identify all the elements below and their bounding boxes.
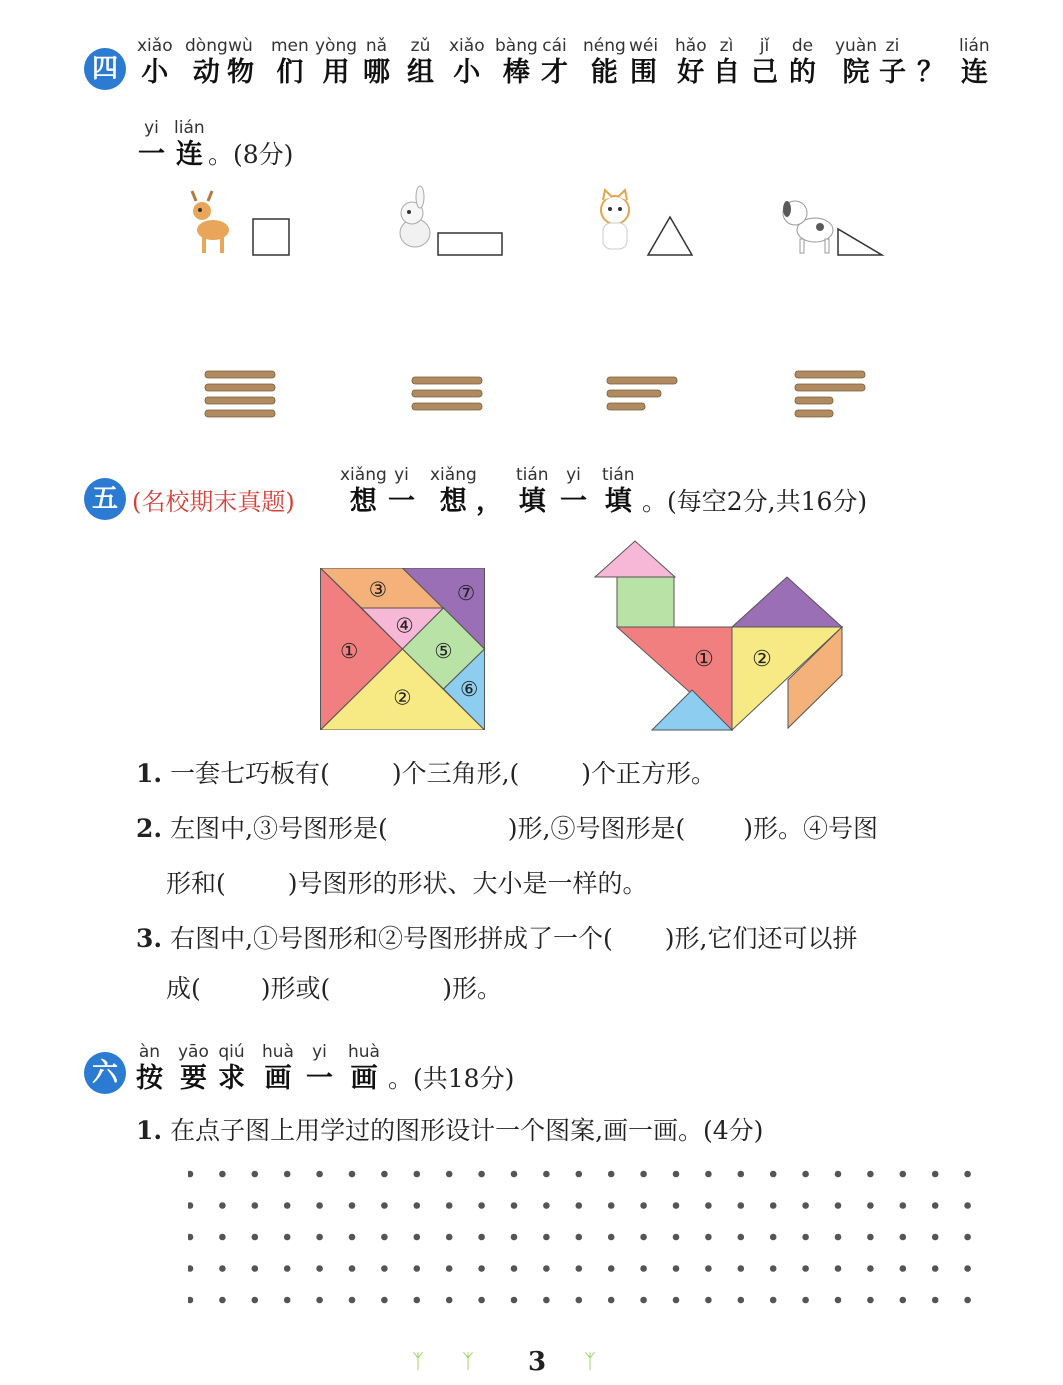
- grid-dot[interactable]: [770, 1234, 777, 1241]
- sprout-icon: ᛉ: [412, 1349, 424, 1373]
- grid-dot[interactable]: [964, 1297, 971, 1304]
- grid-dot[interactable]: [252, 1265, 259, 1272]
- grid-dot[interactable]: [673, 1265, 680, 1272]
- question-3-line1: 3. 右图中,①号图形和②号图形拼成了一个( )形,它们还可以拼: [136, 924, 858, 953]
- stick: [795, 397, 833, 404]
- grid-dot[interactable]: [446, 1234, 453, 1241]
- grid-dot[interactable]: [511, 1202, 518, 1209]
- grid-dot[interactable]: [284, 1234, 291, 1241]
- pinyin-char: wù 物: [227, 36, 254, 88]
- grid-dot[interactable]: [252, 1171, 259, 1178]
- grid-dot[interactable]: [414, 1171, 421, 1178]
- pinyin-char: huà 画: [348, 1042, 380, 1094]
- grid-dot[interactable]: [252, 1234, 259, 1241]
- pinyin-char: jǐ 己: [751, 36, 778, 88]
- pinyin-char: zì 自: [713, 36, 740, 88]
- grid-dot[interactable]: [478, 1234, 485, 1241]
- grid-dot[interactable]: [446, 1202, 453, 1209]
- grid-dot[interactable]: [802, 1202, 809, 1209]
- grid-dot[interactable]: [511, 1297, 518, 1304]
- grid-dot[interactable]: [414, 1265, 421, 1272]
- grid-dot[interactable]: [673, 1297, 680, 1304]
- pinyin-char: wéi 围: [629, 36, 659, 88]
- question-3-line2: 成( )形或( )形。: [166, 974, 503, 1003]
- grid-dot[interactable]: [608, 1202, 615, 1209]
- grid-dot[interactable]: [284, 1265, 291, 1272]
- stick: [205, 397, 275, 404]
- grid-dot[interactable]: [640, 1234, 647, 1241]
- grid-dot[interactable]: [964, 1265, 971, 1272]
- pinyin-char: yuàn 院: [835, 36, 878, 88]
- grid-dot[interactable]: [738, 1171, 745, 1178]
- grid-dot[interactable]: [478, 1202, 485, 1209]
- grid-dot[interactable]: [835, 1265, 842, 1272]
- grid-dot[interactable]: [511, 1171, 518, 1178]
- stick: [607, 403, 645, 410]
- grid-dot[interactable]: [381, 1297, 388, 1304]
- grid-dot[interactable]: [349, 1202, 356, 1209]
- grid-dot[interactable]: [511, 1265, 518, 1272]
- grid-dot[interactable]: [446, 1171, 453, 1178]
- grid-dot[interactable]: [284, 1202, 291, 1209]
- pinyin-char: néng 能: [583, 36, 626, 88]
- grid-dot[interactable]: [381, 1234, 388, 1241]
- animal-shape-row: [180, 185, 900, 265]
- question-2-line1: 2. 左图中,③号图形是( )形,⑤号图形是( )形。④号图: [136, 814, 878, 843]
- grid-dot[interactable]: [932, 1297, 939, 1304]
- grid-dot[interactable]: [188, 1234, 193, 1241]
- grid-dot[interactable]: [316, 1297, 323, 1304]
- grid-dot[interactable]: [705, 1171, 712, 1178]
- label-1: ①: [339, 639, 359, 664]
- stick: [205, 384, 275, 391]
- grid-dot[interactable]: [802, 1234, 809, 1241]
- bird-back-purple: [732, 577, 842, 627]
- grid-dot[interactable]: [867, 1265, 874, 1272]
- grid-dot[interactable]: [835, 1297, 842, 1304]
- grid-dot[interactable]: [446, 1265, 453, 1272]
- grid-dot[interactable]: [900, 1171, 907, 1178]
- pinyin-char: yi 一: [306, 1042, 333, 1094]
- grid-dot[interactable]: [932, 1265, 939, 1272]
- grid-dot[interactable]: [608, 1265, 615, 1272]
- rabbit-icon: [400, 186, 430, 247]
- grid-dot[interactable]: [478, 1171, 485, 1178]
- grid-dot[interactable]: [900, 1234, 907, 1241]
- section-6-badge: 六: [84, 1052, 126, 1094]
- label-5: ⑤: [434, 639, 453, 664]
- section-6-question-1: 1. 在点子图上用学过的图形设计一个图案,画一画。(4分): [136, 1116, 764, 1145]
- pinyin-char: lián 连: [959, 36, 990, 88]
- grid-dot[interactable]: [640, 1171, 647, 1178]
- pinyin-char: àn 按: [136, 1042, 163, 1094]
- dot-grid[interactable]: [188, 1170, 978, 1310]
- grid-dot[interactable]: [543, 1171, 550, 1178]
- grid-dot[interactable]: [640, 1297, 647, 1304]
- grid-dot[interactable]: [349, 1171, 356, 1178]
- page-number: 3: [528, 1347, 547, 1377]
- grid-dot[interactable]: [835, 1171, 842, 1178]
- grid-dot[interactable]: [802, 1171, 809, 1178]
- grid-dot[interactable]: [608, 1171, 615, 1178]
- pinyin-char: de 的: [789, 36, 816, 88]
- grid-dot[interactable]: [414, 1297, 421, 1304]
- pinyin-char: lián 连: [174, 118, 205, 170]
- grid-dot[interactable]: [188, 1297, 193, 1304]
- pinyin-char: yi 一: [388, 465, 415, 517]
- grid-dot[interactable]: [284, 1297, 291, 1304]
- grid-dot[interactable]: [738, 1202, 745, 1209]
- section-4-badge: 四: [84, 48, 126, 90]
- cat-icon: [601, 190, 629, 249]
- grid-dot[interactable]: [673, 1234, 680, 1241]
- grid-dot[interactable]: [867, 1202, 874, 1209]
- stick: [412, 403, 482, 410]
- pinyin-char: yi 一: [138, 118, 165, 170]
- grid-dot[interactable]: [738, 1265, 745, 1272]
- grid-dot[interactable]: [770, 1202, 777, 1209]
- grid-dot[interactable]: [316, 1265, 323, 1272]
- grid-dot[interactable]: [705, 1297, 712, 1304]
- grid-dot[interactable]: [738, 1234, 745, 1241]
- grid-dot[interactable]: [543, 1234, 550, 1241]
- pinyin-char: men 们: [271, 36, 309, 88]
- section-5-badge: 五: [84, 478, 126, 520]
- question-1: 1. 一套七巧板有( )个三角形,( )个正方形。: [136, 759, 717, 788]
- grid-dot[interactable]: [414, 1202, 421, 1209]
- right-tangram-bird: [592, 540, 847, 732]
- pinyin-char: xiǎo 小: [137, 36, 173, 88]
- grid-dot[interactable]: [219, 1202, 226, 1209]
- grid-dot[interactable]: [770, 1171, 777, 1178]
- grid-dot[interactable]: [608, 1234, 615, 1241]
- grid-dot[interactable]: [349, 1297, 356, 1304]
- grid-dot[interactable]: [932, 1171, 939, 1178]
- pinyin-char: ，: [476, 486, 503, 517]
- grid-dot[interactable]: [219, 1297, 226, 1304]
- pinyin-char: tián 填: [516, 465, 549, 517]
- pinyin-char: yi 一: [560, 465, 587, 517]
- pinyin-char: yòng 用: [315, 36, 358, 88]
- grid-dot[interactable]: [478, 1297, 485, 1304]
- title-suffix: 。(共18分): [388, 1064, 515, 1093]
- question-2-line2: 形和( )号图形的形状、大小是一样的。: [166, 869, 648, 898]
- grid-dot[interactable]: [316, 1234, 323, 1241]
- grid-dot[interactable]: [381, 1265, 388, 1272]
- grid-dot[interactable]: [932, 1202, 939, 1209]
- grid-dot[interactable]: [349, 1265, 356, 1272]
- sprout-icon: ᛉ: [584, 1349, 596, 1373]
- stick: [205, 371, 275, 378]
- grid-dot[interactable]: [705, 1202, 712, 1209]
- grid-dot[interactable]: [543, 1297, 550, 1304]
- grid-dot[interactable]: [252, 1297, 259, 1304]
- grid-dot[interactable]: [316, 1202, 323, 1209]
- stick: [795, 410, 833, 417]
- stick: [412, 390, 482, 397]
- stick: [607, 377, 677, 384]
- page-footer: [0, 1345, 1063, 1385]
- grid-dot[interactable]: [932, 1234, 939, 1241]
- stick-groups: [195, 365, 885, 435]
- grid-dot[interactable]: [576, 1265, 583, 1272]
- grid-dot[interactable]: [835, 1234, 842, 1241]
- bird-neck-green: [617, 577, 674, 627]
- pinyin-char: cái 才: [541, 36, 568, 88]
- grid-dot[interactable]: [770, 1297, 777, 1304]
- grid-dot[interactable]: [770, 1265, 777, 1272]
- stick: [205, 410, 275, 417]
- grid-dot[interactable]: [835, 1202, 842, 1209]
- grid-dot[interactable]: [543, 1265, 550, 1272]
- pinyin-char: qiú 求: [218, 1042, 245, 1094]
- grid-dot[interactable]: [414, 1234, 421, 1241]
- grid-dot[interactable]: [964, 1202, 971, 1209]
- label-2: ②: [393, 685, 412, 710]
- sprout-icon: ᛉ: [462, 1349, 474, 1373]
- grid-dot[interactable]: [640, 1202, 647, 1209]
- grid-dot[interactable]: [316, 1171, 323, 1178]
- pinyin-char: xiǎng 想: [430, 465, 477, 517]
- grid-dot[interactable]: [673, 1202, 680, 1209]
- pinyin-char: tián 填: [602, 465, 635, 517]
- grid-dot[interactable]: [802, 1265, 809, 1272]
- grid-dot[interactable]: [188, 1265, 193, 1272]
- pinyin-char: xiǎng 想: [340, 465, 387, 517]
- grid-dot[interactable]: [219, 1234, 226, 1241]
- grid-dot[interactable]: [964, 1234, 971, 1241]
- bird-label-1: ①: [694, 647, 714, 672]
- grid-dot[interactable]: [738, 1297, 745, 1304]
- stick: [607, 390, 661, 397]
- section-5-tag: (名校期末真题): [132, 488, 295, 516]
- label-4: ④: [395, 613, 414, 638]
- pinyin-char: ？: [917, 57, 944, 88]
- grid-dot[interactable]: [640, 1265, 647, 1272]
- pinyin-char: bàng 棒: [495, 36, 538, 88]
- grid-dot[interactable]: [252, 1202, 259, 1209]
- pinyin-char: hǎo 好: [675, 36, 707, 88]
- stick: [795, 384, 865, 391]
- title-suffix: 。(8分): [208, 140, 294, 169]
- pinyin-char: dòng 动: [185, 36, 228, 88]
- deer-icon: [192, 191, 229, 253]
- grid-dot[interactable]: [867, 1171, 874, 1178]
- grid-dot[interactable]: [381, 1171, 388, 1178]
- rectangle-shape: [438, 233, 502, 255]
- title-suffix: 。(每空2分,共16分): [642, 487, 868, 516]
- grid-dot[interactable]: [381, 1202, 388, 1209]
- grid-dot[interactable]: [446, 1297, 453, 1304]
- grid-dot[interactable]: [284, 1171, 291, 1178]
- label-6: ⑥: [459, 677, 479, 702]
- label-3: ③: [368, 577, 388, 602]
- grid-dot[interactable]: [543, 1202, 550, 1209]
- bird-head-pink: [595, 541, 675, 577]
- dog-icon: [783, 201, 833, 253]
- bird-label-2: ②: [752, 647, 772, 672]
- pinyin-char: yāo 要: [178, 1042, 209, 1094]
- pinyin-char: xiǎo 小: [449, 36, 485, 88]
- grid-dot[interactable]: [867, 1234, 874, 1241]
- pinyin-char: zǔ 组: [407, 36, 434, 88]
- grid-dot[interactable]: [802, 1297, 809, 1304]
- grid-dot[interactable]: [478, 1265, 485, 1272]
- grid-dot[interactable]: [964, 1171, 971, 1178]
- pinyin-char: huà 画: [262, 1042, 294, 1094]
- square-shape: [253, 219, 289, 255]
- grid-dot[interactable]: [188, 1171, 193, 1178]
- grid-dot[interactable]: [900, 1202, 907, 1209]
- grid-dot[interactable]: [349, 1234, 356, 1241]
- grid-dot[interactable]: [576, 1202, 583, 1209]
- stick: [412, 377, 482, 384]
- grid-dot[interactable]: [867, 1297, 874, 1304]
- left-tangram: [320, 568, 485, 730]
- grid-dot[interactable]: [900, 1265, 907, 1272]
- grid-dot[interactable]: [188, 1202, 193, 1209]
- grid-dot[interactable]: [219, 1171, 226, 1178]
- grid-dot[interactable]: [576, 1171, 583, 1178]
- grid-dot[interactable]: [511, 1234, 518, 1241]
- triangle-shape: [648, 217, 692, 255]
- pinyin-char: zi 子: [879, 36, 906, 88]
- grid-dot[interactable]: [705, 1265, 712, 1272]
- label-7: ⑦: [456, 580, 476, 605]
- grid-dot[interactable]: [576, 1234, 583, 1241]
- grid-dot[interactable]: [900, 1297, 907, 1304]
- right-triangle-shape: [838, 229, 882, 255]
- grid-dot[interactable]: [219, 1265, 226, 1272]
- grid-dot[interactable]: [576, 1297, 583, 1304]
- pinyin-char: nǎ 哪: [363, 36, 390, 88]
- grid-dot[interactable]: [705, 1234, 712, 1241]
- grid-dot[interactable]: [608, 1297, 615, 1304]
- grid-dot[interactable]: [673, 1171, 680, 1178]
- stick: [795, 371, 865, 378]
